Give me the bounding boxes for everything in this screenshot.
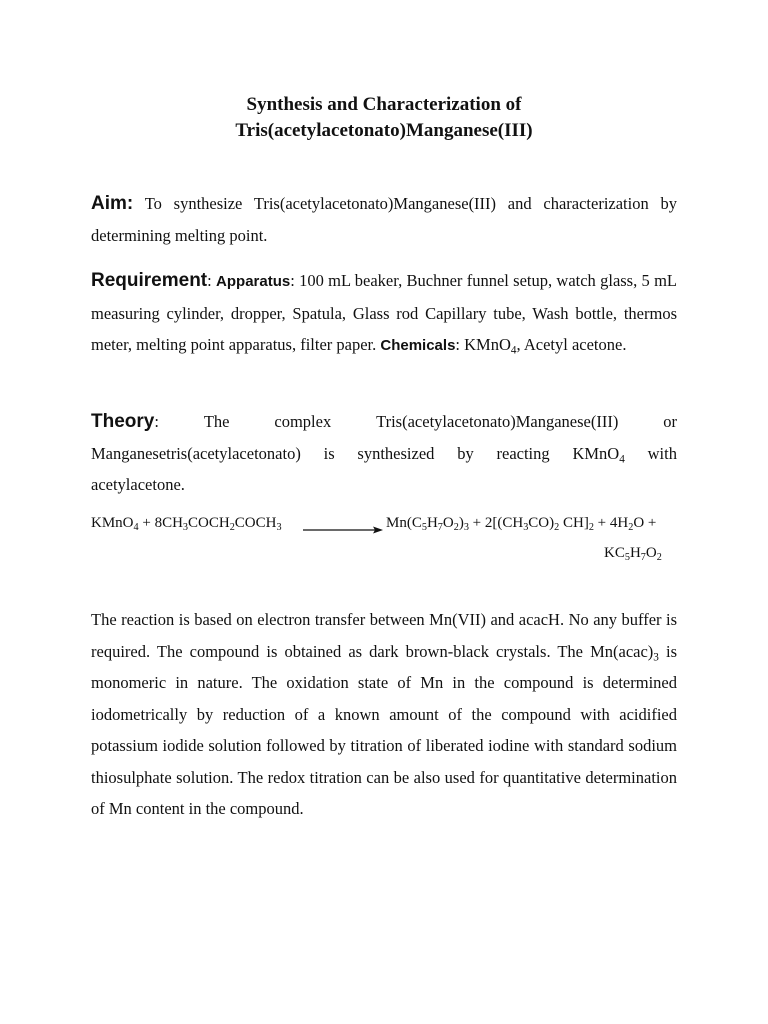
equation-products: $Mn(C_5H_7O_2)_3 + 2[(CH_3CO)_2$ $CH]_2 + 4H_2O$ +: [386, 515, 657, 534]
title-line-2: Tris(acetylacetonato)Manganese(III): [235, 120, 533, 141]
explanation-subscript: 3: [653, 650, 659, 663]
chemicals-label: Chemicals: [380, 337, 456, 354]
reaction-equation: [91, 515, 691, 575]
theory-line-1: [91, 406, 677, 438]
theory-word: with: [647, 443, 677, 463]
theory-word-formula: KMnO$_4$: [572, 443, 625, 465]
requirement-label: Requirement: [91, 270, 208, 291]
theory-label: Theory: [91, 411, 155, 432]
theory-line-3: acetylacetone.: [91, 475, 185, 494]
aim-paragraph: [91, 188, 677, 251]
explanation-text-part-2: is monomeric in nature. The oxidation state of Mn in the compound is determined iodometrically by reduction of a known amount of the compound with acidified potassium iodide solution followed by titration of liberated iodine with standard sodium thiosulphate solution. The redox titration can be also used for quantitative determination of Mn content in the compound.: [91, 641, 677, 818]
explanation-paragraph: [91, 604, 677, 825]
theory-word: synthesized: [357, 443, 435, 463]
theory-word: Tris(acetylacetonato)Manganese(III): [376, 412, 619, 431]
theory-word: Manganesetris(acetylacetonato): [91, 443, 301, 463]
theory-paragraph: [91, 406, 677, 501]
apparatus-label: Apparatus: [216, 273, 291, 290]
theory-word: The: [203, 412, 230, 431]
chemicals-text: : KMnO$_4$, Acetyl acetone.: [455, 335, 627, 357]
theory-word: or: [663, 412, 677, 431]
theory-word: is: [323, 443, 335, 463]
aim-text: To synthesize Tris(acetylacetonato)Manganese(III) and characterization by determining melting point.: [91, 194, 677, 245]
equation-reactants: KMnO$_4$ + $8CH_3COCH_2COCH_3$: [91, 515, 282, 534]
apparatus-text: : 100 mL beaker, Buchner funnel setup, watch glass, 5 mL measuring cylinder, dropper, Spatula, Glass rod Capillary tube, Wash bottle, thermos meter, melting point apparatus, filter paper.: [91, 271, 677, 354]
requirement-colon: :: [207, 271, 212, 290]
requirement-paragraph: [91, 265, 677, 362]
theory-colon: :: [154, 412, 159, 431]
equation-products-line-2: $KC_5H_7O_2$: [604, 545, 662, 564]
aim-label: Aim:: [91, 193, 134, 214]
explanation-text-part-1: The reaction is based on electron transfer between Mn(VII) and acacH. No any buffer is required. The compound is obtained as dark brown-black crystals. The Mn(acac): [91, 610, 677, 661]
theory-word: by: [457, 443, 474, 463]
theory-line-2: [91, 438, 677, 470]
theory-word: reacting: [496, 443, 550, 463]
theory-word: complex: [274, 412, 332, 431]
reaction-arrow-icon: [303, 525, 383, 535]
title-line-1: Synthesis and Characterization of: [246, 94, 522, 115]
page-title: [0, 92, 768, 144]
